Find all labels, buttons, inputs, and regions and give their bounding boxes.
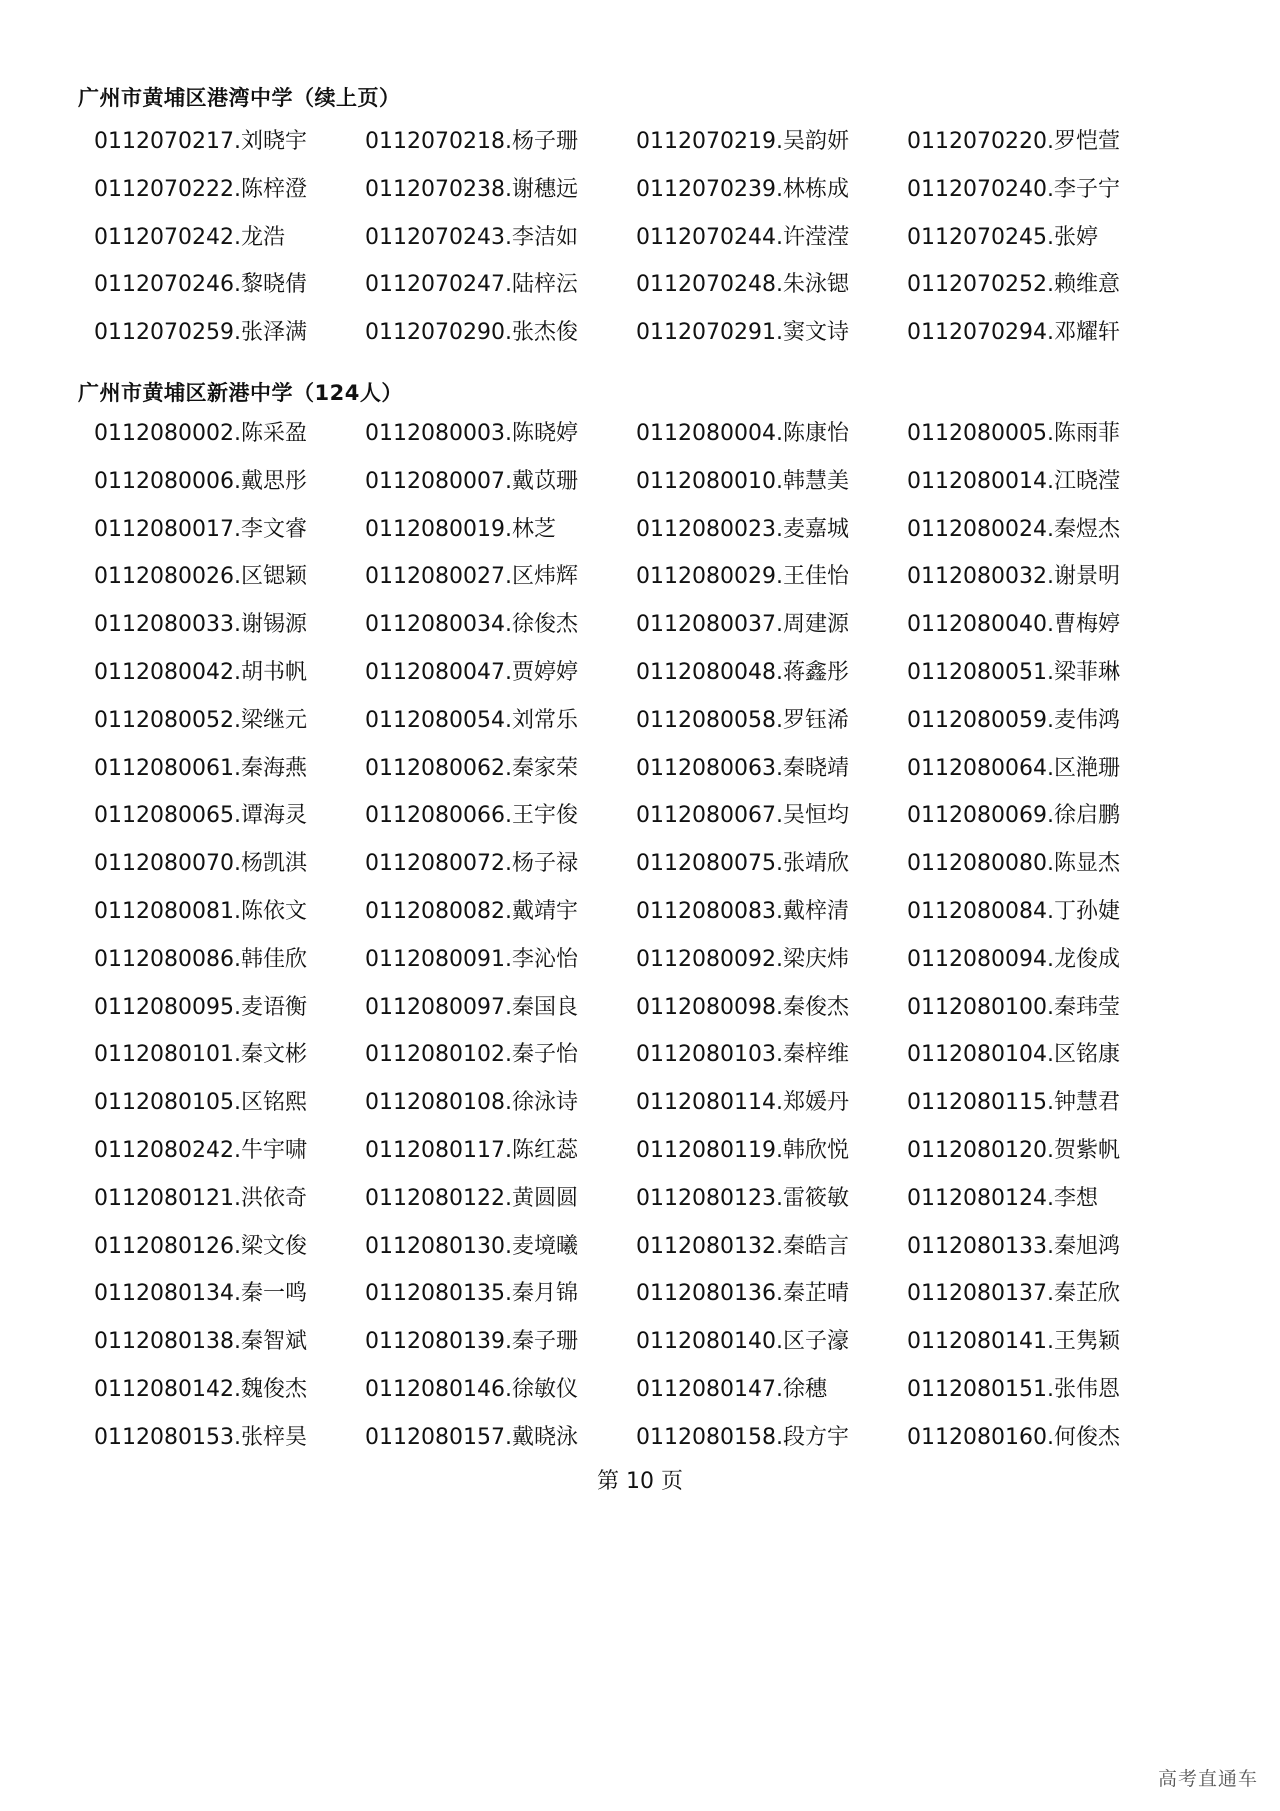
student-entry: 0112080005.陈雨菲 [907,421,1120,446]
student-entry: 0112070259.张泽满 [94,320,307,346]
student-entry: 0112080064.区滟珊 [907,755,1120,781]
student-entry: 0112080105.区铭熙 [94,1090,307,1116]
student-entry: 0112070248.朱泳锶 [636,272,849,298]
student-entry: 0112080047.贾婷婷 [365,659,578,685]
student-entry: 0112080136.秦芷晴 [636,1281,849,1307]
student-entry: 0112080242.牛宇啸 [94,1137,307,1163]
student-entry: 0112080123.雷筱敏 [636,1185,849,1211]
student-entry: 0112080024.秦煜杰 [907,516,1120,542]
student-entry: 0112080146.徐敏仪 [365,1376,578,1402]
student-entry: 0112080069.徐启鹏 [907,803,1120,829]
student-entry: 0112080058.罗钰浠 [636,707,849,733]
student-entry: 0112080104.区铭康 [907,1042,1120,1068]
student-entry: 0112080048.蒋鑫彤 [636,659,849,685]
student-entry: 0112080010.韩慧美 [636,468,849,494]
student-entry: 0112080066.王宇俊 [365,803,578,829]
student-entry: 0112080102.秦子怡 [365,1042,578,1068]
student-entry: 0112070219.吴韵妍 [636,129,849,154]
student-entry: 0112080004.陈康怡 [636,421,849,446]
student-entry: 0112070291.窦文诗 [636,320,849,346]
student-entry: 0112080120.贺紫帆 [907,1137,1120,1163]
student-entry: 0112080065.谭海灵 [94,803,307,829]
student-entry: 0112070247.陆梓沄 [365,272,578,298]
student-entry: 0112080061.秦海燕 [94,755,307,781]
student-entry: 0112080037.周建源 [636,612,849,638]
student-entry: 0112070246.黎晓倩 [94,272,307,298]
student-entry: 0112080117.陈红蕊 [365,1137,578,1163]
student-entry: 0112080075.张靖欣 [636,851,849,877]
student-entry: 0112080157.戴晓泳 [365,1424,578,1450]
student-entry: 0112080081.陈依文 [94,898,307,924]
student-entry: 0112080034.徐俊杰 [365,612,578,638]
student-entry: 0112080002.陈采盈 [94,421,307,446]
watermark: 高考直通车 [1157,1768,1258,1790]
student-entry: 0112080132.秦皓言 [636,1233,849,1259]
student-entry: 0112080033.谢锡源 [94,612,307,638]
student-entry: 0112070220.罗恺萱 [907,129,1120,154]
page-number: 第 10 页 [597,1469,683,1494]
student-entry: 0112080160.何俊杰 [907,1424,1120,1450]
student-entry: 0112080003.陈晓婷 [365,421,578,446]
student-entry: 0112080122.黄圆圆 [365,1185,578,1211]
student-entry: 0112070239.林栋成 [636,176,849,202]
student-entry: 0112080097.秦国良 [365,994,578,1020]
student-entry: 0112070217.刘晓宇 [94,129,307,154]
student-entry: 0112080084.丁孙婕 [907,898,1120,924]
student-entry: 0112080147.徐穗 [636,1376,827,1402]
section-title-gangwan: 广州市黄埔区港湾中学（续上页） [78,86,401,110]
student-entry: 0112080158.段方宇 [636,1424,849,1450]
student-entry: 0112080052.梁继元 [94,707,307,733]
student-entry: 0112080098.秦俊杰 [636,994,849,1020]
student-entry: 0112080032.谢景明 [907,564,1120,590]
student-entry: 0112080130.麦境曦 [365,1233,578,1259]
student-entry: 0112080026.区锶颖 [94,564,307,590]
student-entry: 0112080014.江晓滢 [907,468,1120,494]
student-entry: 0112070240.李子宁 [907,176,1120,202]
student-entry: 0112080072.杨子禄 [365,851,578,877]
student-entry: 0112080007.戴苡珊 [365,468,578,494]
student-entry: 0112070245.张婷 [907,224,1098,250]
student-entry: 0112070252.赖维意 [907,272,1120,298]
student-entry: 0112080134.秦一鸣 [94,1281,307,1307]
student-entry: 0112080103.秦梓维 [636,1042,849,1068]
student-entry: 0112080086.韩佳欣 [94,946,307,972]
student-entry: 0112070238.谢穗远 [365,176,578,202]
student-entry: 0112080070.杨凯淇 [94,851,307,877]
student-entry: 0112080135.秦月锦 [365,1281,578,1307]
student-entry: 0112080040.曹梅婷 [907,612,1120,638]
student-entry: 0112080095.麦语衡 [94,994,307,1020]
student-entry: 0112080153.张梓昊 [94,1424,307,1450]
student-entry: 0112080059.麦伟鸿 [907,707,1120,733]
student-entry: 0112080137.秦芷欣 [907,1281,1120,1307]
student-list-xingang [94,410,1214,1462]
student-entry: 0112080027.区炜辉 [365,564,578,590]
student-list-gangwan [94,118,1214,357]
student-entry: 0112070290.张杰俊 [365,320,578,346]
student-entry: 0112080092.梁庆炜 [636,946,849,972]
student-entry: 0112070243.李洁如 [365,224,578,250]
student-entry: 0112080042.胡书帆 [94,659,307,685]
student-entry: 0112080124.李想 [907,1185,1098,1211]
student-entry: 0112070222.陈梓澄 [94,176,307,202]
student-entry: 0112080108.徐泳诗 [365,1090,578,1116]
student-entry: 0112080017.李文睿 [94,516,307,542]
student-entry: 0112080054.刘常乐 [365,707,578,733]
student-entry: 0112080080.陈显杰 [907,851,1120,877]
section-title-xingang: 广州市黄埔区新港中学（124人） [78,381,403,405]
student-entry: 0112080133.秦旭鸿 [907,1233,1120,1259]
student-entry: 0112080094.龙俊成 [907,946,1120,972]
student-entry: 0112080151.张伟恩 [907,1376,1120,1402]
student-entry: 0112070242.龙浩 [94,224,285,250]
student-entry: 0112080082.戴靖宇 [365,898,578,924]
student-entry: 0112080063.秦晓靖 [636,755,849,781]
student-entry: 0112080142.魏俊杰 [94,1376,307,1402]
student-entry: 0112080006.戴思彤 [94,468,307,494]
student-entry: 0112080083.戴梓清 [636,898,849,924]
student-entry: 0112070218.杨子珊 [365,129,578,154]
student-entry: 0112080126.梁文俊 [94,1233,307,1259]
student-entry: 0112080115.钟慧君 [907,1090,1120,1116]
student-entry: 0112080100.秦玮莹 [907,994,1120,1020]
student-entry: 0112080062.秦家荣 [365,755,578,781]
student-entry: 0112080138.秦智斌 [94,1329,307,1355]
student-entry: 0112080114.郑媛丹 [636,1090,849,1116]
student-entry: 0112080119.韩欣悦 [636,1137,849,1163]
student-entry: 0112080140.区子濠 [636,1329,849,1355]
student-entry: 0112080091.李沁怡 [365,946,578,972]
student-entry: 0112080139.秦子珊 [365,1329,578,1355]
student-entry: 0112080121.洪依奇 [94,1185,307,1211]
student-entry: 0112080141.王隽颖 [907,1329,1120,1355]
student-entry: 0112080023.麦嘉城 [636,516,849,542]
student-entry: 0112080051.梁菲琳 [907,659,1120,685]
student-entry: 0112080029.王佳怡 [636,564,849,590]
student-entry: 0112080067.吴恒均 [636,803,849,829]
student-entry: 0112070294.邓耀轩 [907,320,1120,346]
student-entry: 0112070244.许滢滢 [636,224,849,250]
student-entry: 0112080101.秦文彬 [94,1042,307,1068]
student-entry: 0112080019.林芝 [365,516,556,542]
